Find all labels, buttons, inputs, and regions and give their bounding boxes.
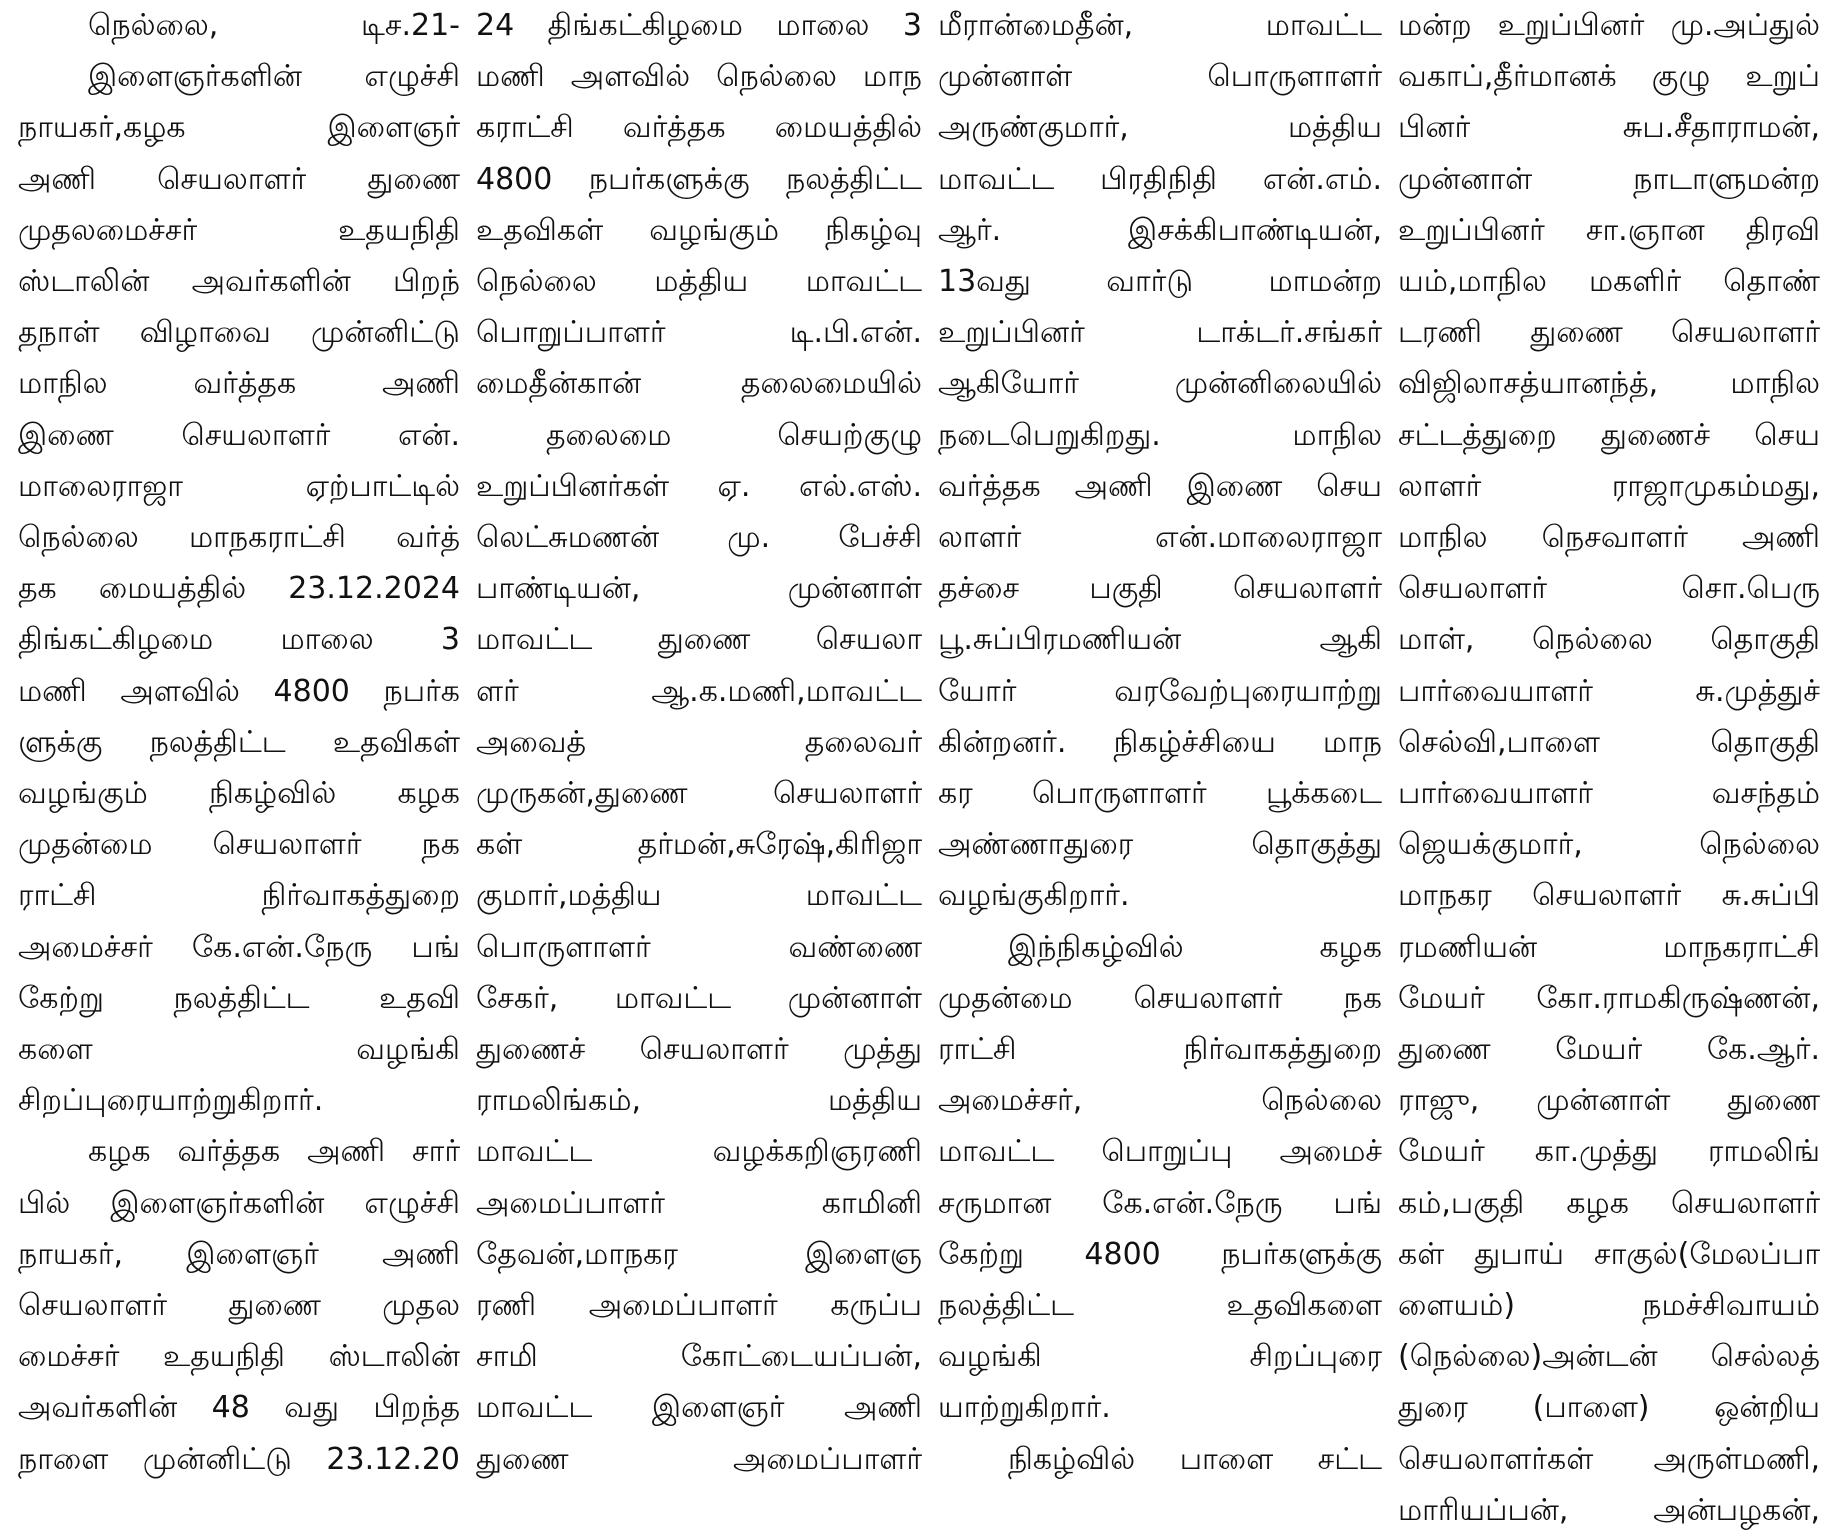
text-line: ராஜு, முன்னாள் துணை [1398,1083,1820,1119]
text-line: அண்ணாதுரை தொகுத்து [938,827,1382,863]
text-line: மணி அளவில் நெல்லை மாந [476,59,922,95]
text-line: உதவிகள் வழங்கும் நிகழ்வு [476,212,922,248]
text-line: லெட்சுமணன் மு. பேச்சி [476,520,922,556]
text-line: (நெல்லை)அன்டன் செல்லத் [1398,1339,1820,1375]
text-line: பொருளாளர் வண்ணை [476,929,922,965]
text-line: ஆகியோர் முன்னிலையில் [938,366,1382,402]
article-column-4 [1390,0,1828,1528]
text-line: ராட்சி நிர்வாகத்துறை [938,1032,1382,1068]
text-line: அமைச்சர் கே.என்.நேரு பங் [18,929,460,965]
text-line: அமைப்பாளர் காமினி [476,1185,922,1221]
text-line: மாநில நெசவாளர் அணி [1398,520,1820,556]
text-line: வர்த்தக அணி இணை செய [938,468,1382,504]
text-line: உறுப்பினர்கள் ஏ. எல்.எஸ். [476,468,922,504]
text-line: பாண்டியன், முன்னாள் [476,571,922,607]
text-line: இளைஞர்களின் எழுச்சி [88,59,460,95]
text-line: நாளை முன்னிட்டு 23.12.20 [18,1441,460,1477]
text-line: சாமி கோட்டையப்பன், [476,1339,922,1375]
text-line: நடைபெறுகிறது. மாநில [938,417,1382,453]
text-line: தலைமை செயற்குழு [546,417,922,453]
text-line: இணை செயலாளர் என். [18,417,460,453]
text-line: ரமணியன் மாநகராட்சி [1398,929,1820,965]
text-line: கம்,பகுதி கழக செயலாளர் [1398,1185,1820,1221]
text-line: மைச்சர் உதயநிதி ஸ்டாலின் [18,1339,460,1375]
text-line: பொறுப்பாளர் டி.பி.என். [476,315,922,351]
text-line: முன்னாள் நாடாளுமன்ற [1398,161,1820,197]
text-line: இந்நிகழ்வில் கழக [1008,929,1382,965]
text-line: செயலாளர்கள் அருள்மணி, [1398,1441,1820,1477]
text-line: மேயர் கோ.ராமகிருஷ்ணன், [1398,980,1820,1016]
text-line: நெல்லை மாநகராட்சி வர்த் [18,520,460,556]
text-line: மாரியப்பன், அன்பழகன், [1398,1492,1820,1528]
text-line: விஜிலாசத்யானந்த், மாநில [1398,366,1820,402]
text-line: மன்ற உறுப்பினர் மு.அப்துல் [1398,8,1820,43]
text-line: மேயர் கா.முத்து ராமலிங் [1398,1134,1820,1170]
text-line: அருண்குமார், மத்திய [938,110,1382,146]
text-line: நலத்திட்ட உதவிகளை [938,1288,1382,1324]
text-line: ஜெயக்குமார், நெல்லை [1398,827,1820,863]
text-line: அமைச்சர், நெல்லை [938,1083,1382,1119]
text-line: முருகன்,துணை செயலாளர் [476,776,922,812]
text-line: வகாப்,தீர்மானக் குழு உறுப் [1398,59,1820,95]
text-line: பார்வையாளர் சு.முத்துச் [1398,673,1820,709]
text-line: ரணி அமைப்பாளர் கருப்ப [476,1288,922,1324]
text-line: தக மையத்தில் 23.12.2024 [18,571,460,607]
text-line: லாளர் என்.மாலைராஜா [938,520,1382,556]
text-line: தச்சை பகுதி செயலாளர் [938,571,1382,607]
text-line: கள் துபாய் சாகுல்(மேலப்பா [1398,1236,1820,1272]
text-line: முதன்மை செயலாளர் நக [18,827,460,863]
text-line: நிகழ்வில் பாளை சட்ட [1008,1441,1382,1477]
text-line: ராட்சி நிர்வாகத்துறை [18,878,460,914]
text-line: யாற்றுகிறார். [938,1390,1111,1426]
text-line: உறுப்பினர் டாக்டர்.சங்கர் [938,315,1382,351]
text-line: துரை (பாளை) ஒன்றிய [1398,1390,1820,1426]
text-line: மாவட்ட துணை செயலா [476,622,922,658]
text-line: முன்னாள் பொருளாளர் [938,59,1382,95]
text-line: யம்,மாநில மகளிர் தொண் [1398,264,1820,300]
text-line: தேவன்,மாநகர இளைஞ [476,1236,922,1272]
text-line: தநாள் விழாவை முன்னிட்டு [18,315,460,351]
text-line: 24 திங்கட்கிழமை மாலை 3 [476,8,922,43]
text-line: மாநில வர்த்தக அணி [18,366,460,402]
text-line: அணி செயலாளர் துணை [18,161,460,197]
text-line: சேகர், மாவட்ட முன்னாள் [476,980,922,1016]
text-line: மாவட்ட பிரதிநிதி என்.எம். [938,161,1382,197]
text-line: ளுக்கு நலத்திட்ட உதவிகள் [18,724,460,760]
column-text [476,0,922,1485]
text-line: சிறப்புரையாற்றுகிறார். [18,1083,324,1119]
text-line: நாயகர், இளைஞர் அணி [18,1236,460,1272]
text-line: செயலாளர் சொ.பெரு [1398,571,1820,607]
text-line: மைதீன்கான் தலைமையில் [476,366,922,402]
text-line: குமார்,மத்திய மாவட்ட [476,878,922,914]
text-line: மீரான்மைதீன், மாவட்ட [938,8,1382,43]
column-text [938,0,1382,1485]
text-line: துணை மேயர் கே.ஆர். [1398,1032,1820,1068]
text-line: ராமலிங்கம், மத்திய [476,1083,922,1119]
text-line: நெல்லை மத்திய மாவட்ட [476,264,922,300]
article-column-1 [10,0,468,1477]
text-line: சட்டத்துறை துணைச் செய [1398,417,1820,453]
text-line: லாளர் ராஜாமுகம்மது, [1398,468,1820,504]
text-line: 4800 நபர்களுக்கு நலத்திட்ட [476,161,922,197]
text-line: வழங்கி சிறப்புரை [938,1339,1382,1375]
text-line: பில் இளைஞர்களின் எழுச்சி [18,1185,460,1221]
text-line: கள் தர்மன்,சுரேஷ்,கிரிஜா [476,827,922,863]
text-line: கராட்சி வர்த்தக மையத்தில் [476,110,922,146]
text-line: முதன்மை செயலாளர் நக [938,980,1382,1016]
text-line: மாவட்ட வழக்கறிஞரணி [476,1134,922,1170]
text-line: மணி அளவில் 4800 நபர்க [18,673,460,709]
text-line: வழங்குகிறார். [938,878,1130,914]
text-line: மாள், நெல்லை தொகுதி [1398,622,1820,658]
text-line: ளையம்) நமச்சிவாயம் [1398,1288,1820,1324]
text-line: மாநகர செயலாளர் சு.சுப்பி [1398,878,1820,914]
text-line: செல்வி,பாளை தொகுதி [1398,724,1820,760]
text-line: ஆர். இசக்கிபாண்டியன், [938,212,1382,248]
text-line: கேற்று நலத்திட்ட உதவி [18,980,460,1016]
article-column-2 [468,0,930,1477]
text-line: 13வது வார்டு மாமன்ற [938,264,1382,300]
text-line: களை வழங்கி [18,1032,460,1068]
text-line: மாலைராஜா ஏற்பாட்டில் [18,468,460,504]
article-column-3 [930,0,1390,1477]
text-line: முதலமைச்சர் உதயநிதி [18,212,460,248]
text-line: டரணி துணை செயலாளர் [1398,315,1820,351]
column-text [18,0,460,1485]
text-line: நெல்லை, டிச.21- [88,8,460,43]
text-line: உறுப்பினர் சா.ஞான திரவி [1398,212,1820,248]
text-line: துணைச் செயலாளர் முத்து [476,1032,922,1068]
text-line: மாவட்ட பொறுப்பு அமைச் [938,1134,1382,1170]
text-line: அவைத் தலைவர் [476,724,922,760]
column-text [1398,0,1820,1536]
text-line: பூ.சுப்பிரமணியன் ஆகி [938,622,1382,658]
text-line: பார்வையாளர் வசந்தம் [1398,776,1820,812]
text-line: பினர் சுப.சீதாராமன், [1398,110,1820,146]
text-line: கழக வர்த்தக அணி சார் [88,1134,460,1170]
text-line: துணை அமைப்பாளர் [476,1441,922,1477]
text-line: அவர்களின் 48 வது பிறந்த [18,1390,460,1426]
text-line: மாவட்ட இளைஞர் அணி [476,1390,922,1426]
text-line: கின்றனர். நிகழ்ச்சியை மாந [938,724,1382,760]
text-line: திங்கட்கிழமை மாலை 3 [18,622,460,658]
text-line: சருமான கே.என்.நேரு பங் [938,1185,1382,1221]
text-line: வழங்கும் நிகழ்வில் கழக [18,776,460,812]
text-line: ஸ்டாலின் அவர்களின் பிறந் [18,264,460,300]
text-line: ளர் ஆ.க.மணி,மாவட்ட [476,673,922,709]
text-line: செயலாளர் துணை முதல [18,1288,460,1324]
text-line: நாயகர்,கழக இளைஞர் [18,110,460,146]
text-line: கர பொருளாளர் பூக்கடை [938,776,1382,812]
text-line: யோர் வரவேற்புரையாற்று [938,673,1382,709]
text-line: கேற்று 4800 நபர்களுக்கு [938,1236,1382,1272]
